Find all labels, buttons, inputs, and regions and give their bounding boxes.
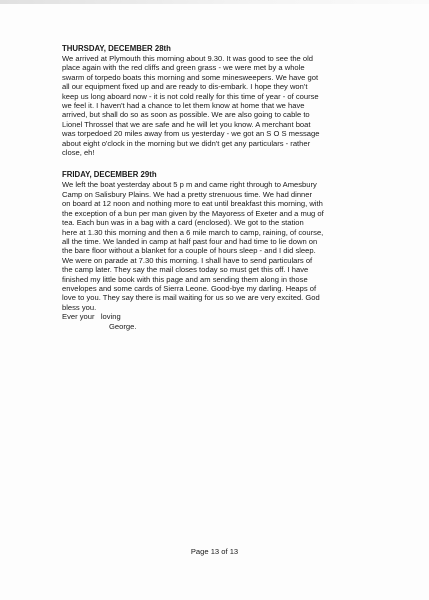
text-line: envelopes and some cards of Sierra Leone. Good-bye my darling. Heaps of xyxy=(62,283,317,293)
text-line: We were on parade at 7.30 this morning. I shall have to send particulars of xyxy=(62,255,313,265)
signature: George. xyxy=(109,321,137,331)
text-line: tea. Each bun was in a bag with a card (enclosed). We got to the station xyxy=(62,218,304,228)
text-line: Lionel Throssel that we are safe and he will let you know. A merchant boat xyxy=(62,119,311,129)
text-line: about eight o'clock in the morning but we didn't get any particulars - rather xyxy=(62,138,311,148)
sign-off: Ever your loving xyxy=(62,312,121,322)
entry-heading: THURSDAY, DECEMBER 28th xyxy=(62,44,171,53)
scan-edge xyxy=(0,0,429,4)
entry-text xyxy=(62,180,372,331)
letter-body xyxy=(62,44,372,344)
entry-heading: FRIDAY, DECEMBER 29th xyxy=(62,170,157,180)
page-number: Page 13 of 13 xyxy=(190,547,239,556)
text-line: the exception of a bun per man given by the Mayoress of Exeter and a mug of xyxy=(62,208,324,218)
text-line: We arrived at Plymouth this morning about 9.30. It was good to see the old xyxy=(62,54,314,63)
text-line: Camp on Salisbury Plains. We had a pretty strenuous time. We had dinner xyxy=(62,189,313,199)
text-line: we feel it. I haven't had a chance to let them know at home that we have xyxy=(62,101,305,111)
text-line: on board at 12 noon and nothing more to eat until breakfast this morning, with xyxy=(62,199,323,209)
diary-entry xyxy=(62,170,372,331)
text-line: keep us long aboard now - it is not cold really for this time of year - of course xyxy=(62,91,319,101)
text-line: bless you. xyxy=(62,302,97,312)
text-line: all the time. We landed in camp at half past four and had time to lie down on xyxy=(62,236,318,246)
diary-entry xyxy=(62,44,372,157)
text-line: the bare floor without a blanket for a couple of hours sleep - and I did sleep. xyxy=(62,246,316,256)
text-line: We left the boat yesterday about 5 p m and came right through to Amesbury xyxy=(62,180,317,190)
text-line: close, eh! xyxy=(62,148,95,158)
text-line: swarm of torpedo boats this morning and some minesweepers. We have got xyxy=(62,72,319,82)
text-line: finished my little book with this page and am sending them along in those xyxy=(62,274,308,284)
entry-text xyxy=(62,54,372,157)
text-line: arrived, but shall do so as soon as possible. We are also going to cable to xyxy=(62,110,310,120)
text-line: all our equipment fixed up and are ready to dis-embark. I hope they won't xyxy=(62,82,308,92)
text-line: the camp later. They say the mail closes today so must get this off. I have xyxy=(62,265,309,275)
text-line: was torpedoed 20 miles away from us yesterday - we got an S O S message xyxy=(62,129,320,139)
text-line: place again with the red cliffs and green grass - we were met by a whole xyxy=(62,63,305,73)
text-line: love to you. They say there is mail waiting for us so we are very excited. God xyxy=(62,293,320,303)
text-line: here at 1.30 this morning and then a 6 mile march to camp, raining, of course, xyxy=(62,227,324,237)
